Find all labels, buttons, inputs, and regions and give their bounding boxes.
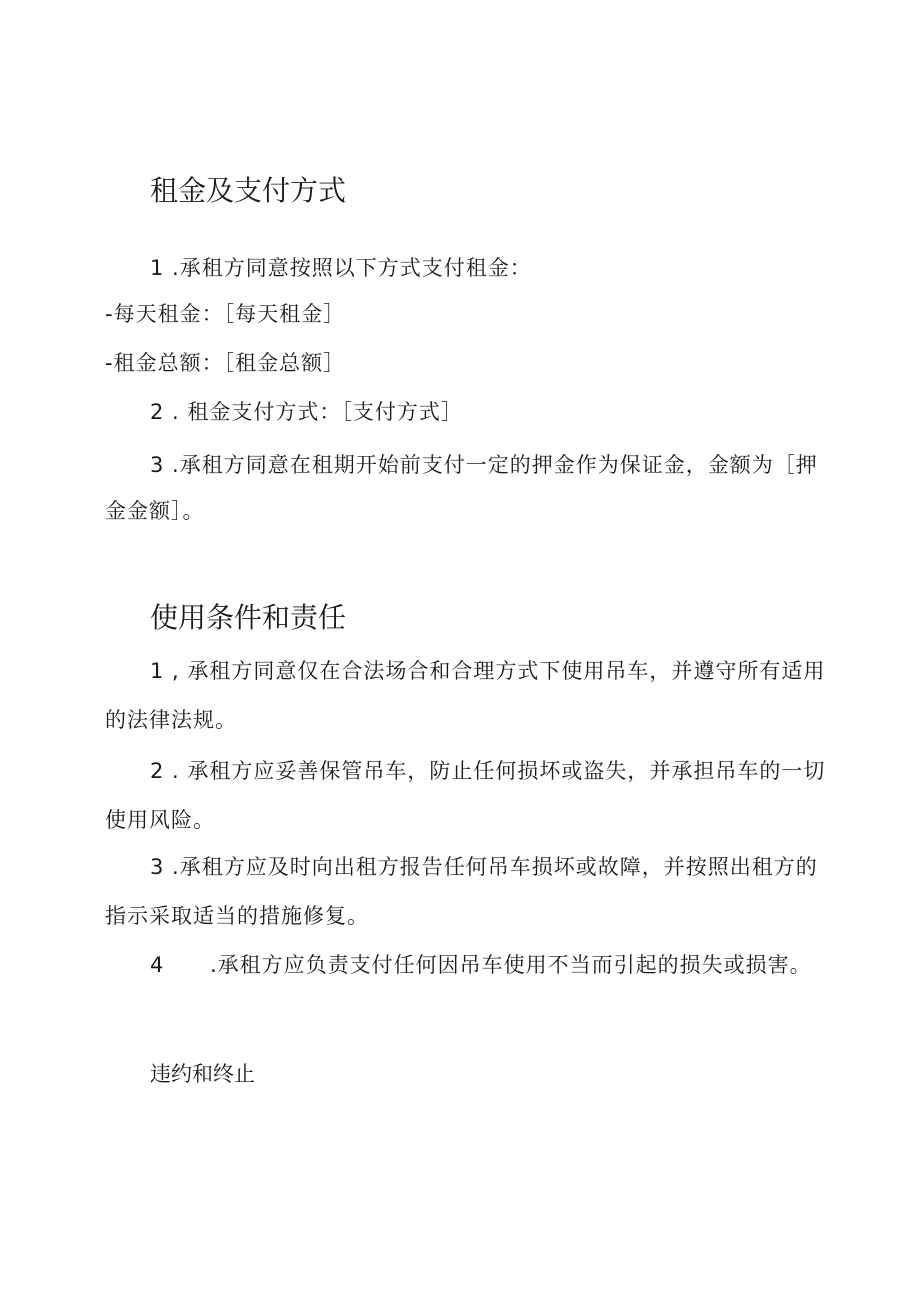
rent-item-3-line-1: 3 .承租方同意在租期开始前支付一定的押金作为保证金，金额为［押: [150, 453, 818, 477]
rent-item-3-line-2: 金金额］。: [105, 499, 205, 523]
usage-item-4-number: 4: [150, 953, 165, 977]
usage-item-2-line-2: 使用风险。: [105, 808, 215, 832]
usage-item-3-line-1: 3 .承租方应及时向出租方报告任何吊车损坏或故障，并按照出租方的: [150, 855, 818, 879]
rent-sub-total: -租金总额：［租金总额］: [105, 351, 346, 375]
usage-item-4-text: .承租方应负责支付任何因吊车使用不当而引起的损失或损害。: [210, 953, 812, 977]
rent-sub-daily: -每天租金：［每天租金］: [105, 302, 346, 326]
usage-item-1-line-2: 的法律法规。: [105, 708, 237, 732]
usage-item-3-line-2: 指示采取适当的措施修复。: [105, 904, 369, 928]
rent-item-2: 2 . 租金支付方式：［支付方式］: [150, 400, 463, 424]
rent-item-1: 1 .承租方同意按照以下方式支付租金：: [150, 256, 532, 280]
usage-item-2-line-1: 2 . 承租方应妥善保管吊车，防止任何损坏或盗失，并承担吊车的一切: [150, 759, 826, 783]
section-heading-usage-responsibility: 使用条件和责任: [150, 601, 347, 634]
section-heading-rent-payment: 租金及支付方式: [150, 174, 347, 207]
section-heading-breach-termination: 违约和终止: [150, 1062, 255, 1086]
usage-item-1-line-1: 1 , 承租方同意仅在合法场合和合理方式下使用吊车，并遵守所有适用: [150, 659, 826, 683]
usage-item-4: [150, 951, 812, 979]
